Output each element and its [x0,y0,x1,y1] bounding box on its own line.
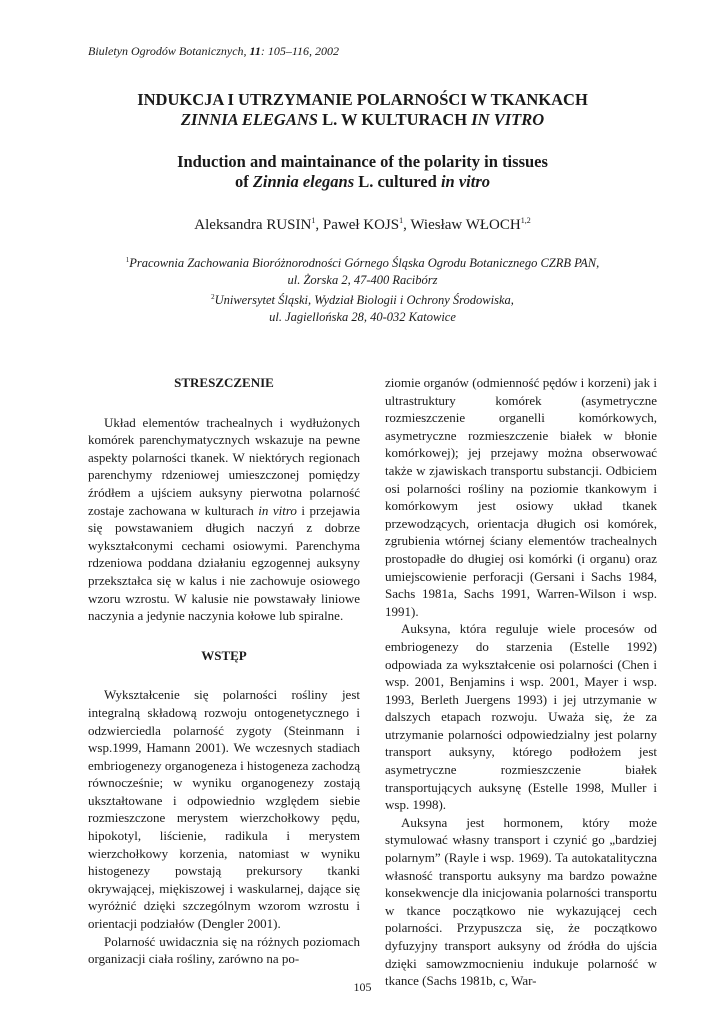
author-affiliation-mark: 1,2 [520,216,531,225]
author-separator: , [403,217,411,233]
author-list [0,216,725,234]
journal-name: Biuletyn Ogrodów Botanicznych, [88,44,250,58]
right-column [385,374,657,990]
title-english-species: Zinnia elegans [252,172,355,191]
abstract-heading: STRESZCZENIE [174,375,274,390]
abstract-text-a: Układ elementów trachealnych i wydłużonych komórek parenchymatycznych wskazuje na pewne aspekty polarności tkanek. W niektórych regionach parenchymy rdzeniowej umieszczonej pomiędzy źródłem a ujściem auksyny pierwotna polarność zostaje zachowana w kulturach [88,414,360,518]
title-english-line1: Induction and maintainance of the polarity in tissues [177,152,548,171]
title-english-of: of [234,172,253,191]
intro-paragraph-4: Auksyna jest hormonem, który może stymulować własny transport i czynić go „bardziej polarnym” (Rayle i wsp. 1969). Ta autokatalityczna własność transportu auksyny ma bardzo poważne konsekwencje dla inicjowania polarności transportu w tkance początkowo nie wykazującej cech polarności. Przypuszcza się, że początkowo dyfuzyjny transport auksyny od źródła do ujścia dzięki samowzmocnieniu indukuje polarność w tkance (Sachs 1981b, c, War- [385,814,657,989]
affiliation-line: Pracownia Zachowania Bioróżnorodności Górnego Śląska Ogrodu Botanicznego CZRB PAN, [129,256,600,271]
title-polish [0,90,725,130]
title-polish-invitro: IN VITRO [471,110,545,129]
title-english-invitro: in vitro [440,172,491,191]
left-column [88,374,360,968]
page-number: 105 [353,980,372,994]
abstract-paragraph [88,414,360,625]
title-polish-species: ZINNIA ELEGANS [180,110,318,129]
affiliation-mark: 2 [211,293,215,302]
affiliation-1 [0,252,725,272]
abstract-invitro: in vitro [258,502,297,518]
title-english [0,152,725,192]
intro-paragraph-2: Polarność uwidacznia się na różnych poziomach organizacji ciała rośliny, zarówno na po- [88,933,360,967]
affiliation-mark: 1 [125,256,130,264]
intro-paragraph-2-continued: ziomie organów (odmienność pędów i korzeni) jak i ultrastruktury komórek (asymetryczne rozmieszczenie organelli komórkowych, asymetryczne rozmieszczenie białek w błonie komórkowej); jej przejawy można obserwować także w zjawiskach transportu substancji. Odbiciem osi polarności rośliny na poziomie tkankowym i komórkowym jest osiowy układ tkanek przewodzących, orientacja długich osi komórek, zgrubienia wtórnej ściany elementów trachealnych prostopadłe do długiej osi komórki (i organu) oraz umiejscowienie perforacji (Gersani i Sachs 1984, Sachs 1981a, Sachs 1991, Warren-Wilson i wsp. 1991). [385,375,657,619]
intro-paragraph-1: Wykształcenie się polarności rośliny jest integralną składową rozwoju ontogenetycznego i odzwierciedla polarność zygoty (Steinmann i wsp.1999, Hamann 2001). We wczesnych stadiach embriogenezy organogeneza i histogeneza zachodzą równocześnie; w wyniku organogenezy zostają ukształtowane i odpowiednio względem siebie rozmieszczone merystem wierzchołkowy pędu, hipokotyl, liścienie, radikula i merystem wierzchołkowy korzenia, natomiast w wyniku histogenezy powstają prekursory tkanki okrywającej, miękiszowej i waskularnej, dające się wyróżnić dzięki szczególnym wzorom wzrostu i orientacji podziałów (Dengler 2001). [88,687,360,932]
title-polish-middle: L. W KULTURACH [317,110,472,129]
author-name: Wiesław WŁOCH [410,217,521,233]
journal-volume: 11 [249,44,261,58]
journal-citation [88,44,339,59]
title-polish-line2 [0,110,725,130]
abstract-text-b: i przejawia się powstawaniem długich naczyń z dobrze wykształconymi cechami osiowymi. Parenchyma rdzeniowa poddana działaniu egzogennej auksyny przekształca się w kalus i nie zachowuje osiowego wzoru wzrostu. W kalusie nie powstawały liniowe naczynia a jedynie naczynia kołowe lub spiralne. [88,502,360,624]
author-name: Paweł KOJS [322,217,400,233]
author-affiliation-mark: 1 [311,216,316,225]
title-english-middle: L. cultured [354,172,441,191]
author-separator: , [315,217,323,233]
title-english-line2 [0,172,725,192]
title-polish-line1: INDUKCJA I UTRZYMANIE POLARNOŚCI W TKANKACH [137,90,588,109]
affiliation-line: Uniwersytet Śląski, Wydział Biologii i Ochrony Środowiska, [214,293,514,308]
affiliation-1-address: ul. Żorska 2, 47-400 Racibórz [287,273,438,288]
affiliations [0,252,725,326]
journal-pages-year: : 105–116, 2002 [260,44,339,58]
affiliation-2 [0,289,725,309]
intro-paragraph-3: Auksyna, która reguluje wiele procesów od embriogenezy do starzenia (Estelle 1992) odpowiada za wykształcenie osi polarności (Chen i wsp. 2001, Benjamins i wsp. 2001, Mayer i wsp. 1993, Berleth Juergens 1993) i jej utrzymanie w dalszych etapach rozwoju. Uważa się, że za utrzymanie polarności odpowiedzialny jest polarny transport auksyny, którego podłożem jest asymetryczne rozmieszczenie białek transportujących auksynę (Estelle 1998, Muller i wsp. 1998). [385,621,657,813]
affiliation-2-address: ul. Jagiellońska 28, 40-032 Katowice [269,310,456,325]
author-affiliation-mark: 1 [399,216,404,225]
author-name: Aleksandra RUSIN [194,217,312,233]
intro-heading: WSTĘP [201,647,247,663]
